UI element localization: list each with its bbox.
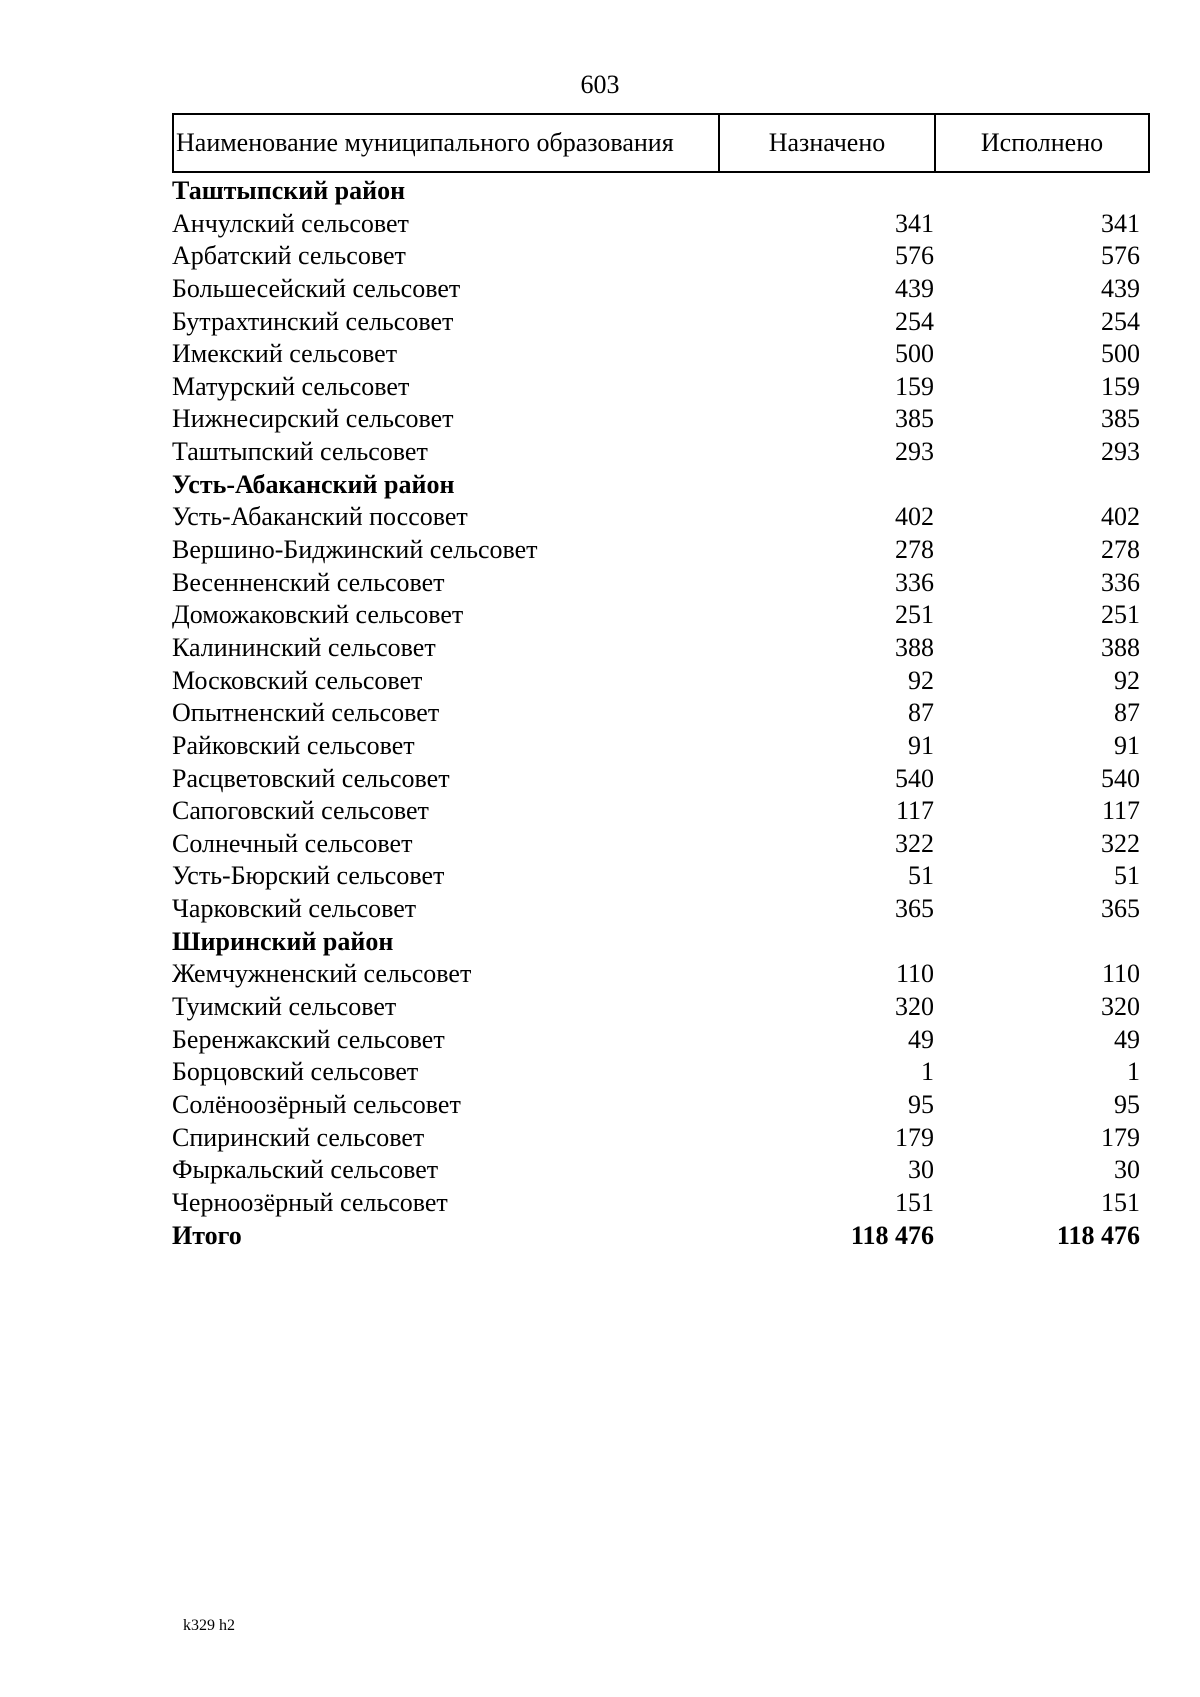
municipality-name: Усть-Бюрский сельсовет bbox=[172, 861, 445, 891]
assigned-value: 87 bbox=[908, 698, 934, 728]
assigned-value: 278 bbox=[895, 535, 934, 565]
table-row bbox=[172, 697, 1150, 730]
assigned-value: 110 bbox=[895, 959, 934, 989]
table-row bbox=[172, 665, 1150, 698]
executed-value: 151 bbox=[1101, 1187, 1140, 1217]
table-row bbox=[172, 893, 1150, 926]
executed-value: 179 bbox=[1101, 1122, 1140, 1152]
table-row bbox=[172, 730, 1150, 763]
municipality-name: Матурский сельсовет bbox=[172, 371, 410, 401]
executed-value: 388 bbox=[1101, 632, 1140, 662]
table-row bbox=[172, 240, 1150, 273]
executed-value: 365 bbox=[1101, 894, 1140, 924]
executed-value: 402 bbox=[1101, 502, 1140, 532]
assigned-value: 320 bbox=[895, 992, 934, 1022]
assigned-value: 254 bbox=[895, 306, 934, 336]
table-row bbox=[172, 436, 1150, 469]
municipality-name: Беренжакский сельсовет bbox=[172, 1024, 445, 1054]
assigned-value: 151 bbox=[895, 1187, 934, 1217]
table-row bbox=[172, 763, 1150, 796]
municipality-name: Доможаковский сельсовет bbox=[172, 600, 464, 630]
executed-value: 87 bbox=[1114, 698, 1140, 728]
assigned-value: 402 bbox=[895, 502, 934, 532]
executed-value: 159 bbox=[1101, 371, 1140, 401]
municipality-name: Нижнесирский сельсовет bbox=[172, 404, 454, 434]
municipality-name: Райковский сельсовет bbox=[172, 730, 415, 760]
executed-value: 251 bbox=[1101, 600, 1140, 630]
municipality-name: Туимский сельсовет bbox=[172, 992, 397, 1022]
municipality-name: Фыркальский сельсовет bbox=[172, 1155, 439, 1185]
municipality-name: Солёноозёрный сельсовет bbox=[172, 1089, 461, 1119]
municipality-name: Весенненский сельсовет bbox=[172, 567, 445, 597]
executed-value: 118 476 bbox=[1056, 1220, 1140, 1250]
table-row bbox=[172, 1187, 1150, 1220]
table-row bbox=[172, 828, 1150, 861]
executed-value: 117 bbox=[1101, 796, 1140, 826]
executed-value: 576 bbox=[1101, 241, 1140, 271]
table-row bbox=[172, 403, 1150, 436]
municipality-name: Калининский сельсовет bbox=[172, 632, 436, 662]
table-row bbox=[172, 567, 1150, 600]
district-name: Усть-Абаканский район bbox=[172, 469, 455, 499]
total-row bbox=[172, 1220, 1150, 1253]
assigned-value: 365 bbox=[895, 894, 934, 924]
table-row bbox=[172, 1122, 1150, 1155]
municipality-name: Таштыпский сельсовет bbox=[172, 437, 428, 467]
table-row bbox=[172, 860, 1150, 893]
assigned-value: 159 bbox=[895, 371, 934, 401]
executed-value: 110 bbox=[1101, 959, 1140, 989]
assigned-value: 439 bbox=[895, 273, 934, 303]
assigned-value: 251 bbox=[895, 600, 934, 630]
table-row bbox=[172, 795, 1150, 828]
assigned-value bbox=[718, 926, 934, 959]
assigned-value: 322 bbox=[895, 828, 934, 858]
municipality-name: Вершино-Биджинский сельсовет bbox=[172, 535, 538, 565]
table-row bbox=[172, 632, 1150, 665]
executed-value: 95 bbox=[1114, 1089, 1140, 1119]
assigned-value bbox=[718, 175, 934, 208]
table-row bbox=[172, 1056, 1150, 1089]
table-row bbox=[172, 1154, 1150, 1187]
municipality-name: Имекский сельсовет bbox=[172, 339, 398, 369]
district-name: Таштыпский район bbox=[172, 176, 406, 205]
executed-value: 320 bbox=[1101, 992, 1140, 1022]
executed-value: 51 bbox=[1114, 861, 1140, 891]
executed-value: 254 bbox=[1101, 306, 1140, 336]
executed-value: 293 bbox=[1101, 437, 1140, 467]
table-row bbox=[172, 599, 1150, 632]
executed-value: 49 bbox=[1114, 1024, 1140, 1054]
municipality-name: Солнечный сельсовет bbox=[172, 828, 413, 858]
executed-value: 500 bbox=[1101, 339, 1140, 369]
table-row bbox=[172, 1089, 1150, 1122]
executed-value: 341 bbox=[1101, 208, 1140, 238]
assigned-value: 576 bbox=[895, 241, 934, 271]
executed-value: 322 bbox=[1101, 828, 1140, 858]
assigned-value: 91 bbox=[908, 730, 934, 760]
municipality-name: Расцветовский сельсовет bbox=[172, 763, 450, 793]
assigned-value bbox=[718, 469, 934, 502]
assigned-value: 500 bbox=[895, 339, 934, 369]
table-row bbox=[172, 501, 1150, 534]
assigned-value: 117 bbox=[895, 796, 934, 826]
executed-value: 540 bbox=[1101, 763, 1140, 793]
assigned-value: 95 bbox=[908, 1089, 934, 1119]
district-row bbox=[172, 469, 1150, 502]
municipality-name: Черноозёрный сельсовет bbox=[172, 1187, 448, 1217]
executed-value: 439 bbox=[1101, 273, 1140, 303]
table-body bbox=[172, 175, 1150, 1252]
page-number: 603 bbox=[580, 70, 620, 99]
executed-value: 385 bbox=[1101, 404, 1140, 434]
assigned-value: 293 bbox=[895, 437, 934, 467]
municipality-name: Жемчужненский сельсовет bbox=[172, 959, 472, 989]
district-row bbox=[172, 926, 1150, 959]
assigned-value: 49 bbox=[908, 1024, 934, 1054]
assigned-value: 118 476 bbox=[850, 1220, 934, 1250]
table-row bbox=[172, 273, 1150, 306]
municipality-name: Анчулский сельсовет bbox=[172, 208, 409, 238]
executed-value: 91 bbox=[1114, 730, 1140, 760]
district-name: Ширинский район bbox=[172, 926, 394, 956]
assigned-value: 540 bbox=[895, 763, 934, 793]
municipality-name: Большесейский сельсовет bbox=[172, 273, 461, 303]
executed-value: 30 bbox=[1114, 1155, 1140, 1185]
table-header bbox=[172, 113, 1150, 173]
municipality-name: Московский сельсовет bbox=[172, 665, 423, 695]
municipality-name: Чарковский сельсовет bbox=[172, 894, 417, 924]
municipality-name: Усть-Абаканский поссовет bbox=[172, 502, 468, 532]
executed-value: 278 bbox=[1101, 535, 1140, 565]
district-row bbox=[172, 175, 1150, 208]
executed-value: 336 bbox=[1101, 567, 1140, 597]
municipality-name: Бутрахтинский сельсовет bbox=[172, 306, 454, 336]
table-row bbox=[172, 371, 1150, 404]
executed-value bbox=[934, 926, 1150, 959]
table-row bbox=[172, 208, 1150, 241]
executed-value bbox=[934, 469, 1150, 502]
assigned-value: 51 bbox=[908, 861, 934, 891]
assigned-value: 30 bbox=[908, 1155, 934, 1185]
assigned-value: 388 bbox=[895, 632, 934, 662]
municipality-name: Борцовский сельсовет bbox=[172, 1057, 419, 1087]
footer-code: k329 h2 bbox=[183, 1617, 235, 1634]
municipality-name: Сапоговский сельсовет bbox=[172, 796, 429, 826]
column-header-assigned: Назначено bbox=[720, 115, 936, 171]
assigned-value: 92 bbox=[908, 665, 934, 695]
assigned-value: 336 bbox=[895, 567, 934, 597]
table-row bbox=[172, 306, 1150, 339]
table-row bbox=[172, 534, 1150, 567]
column-header-executed: Исполнено bbox=[980, 128, 1104, 157]
assigned-value: 385 bbox=[895, 404, 934, 434]
table-row bbox=[172, 338, 1150, 371]
column-header-name: Наименование муниципального образования bbox=[174, 115, 720, 171]
executed-value: 92 bbox=[1114, 665, 1140, 695]
municipality-name: Опытненский сельсовет bbox=[172, 698, 440, 728]
table-row bbox=[172, 958, 1150, 991]
executed-value: 1 bbox=[1127, 1057, 1140, 1087]
municipality-name: Итого bbox=[172, 1220, 242, 1250]
executed-value bbox=[934, 175, 1150, 208]
municipality-name: Арбатский сельсовет bbox=[172, 241, 406, 271]
assigned-value: 179 bbox=[895, 1122, 934, 1152]
assigned-value: 1 bbox=[921, 1057, 934, 1087]
assigned-value: 341 bbox=[895, 208, 934, 238]
municipality-name: Спиринский сельсовет bbox=[172, 1122, 425, 1152]
table-row bbox=[172, 1024, 1150, 1057]
table-row bbox=[172, 991, 1150, 1024]
